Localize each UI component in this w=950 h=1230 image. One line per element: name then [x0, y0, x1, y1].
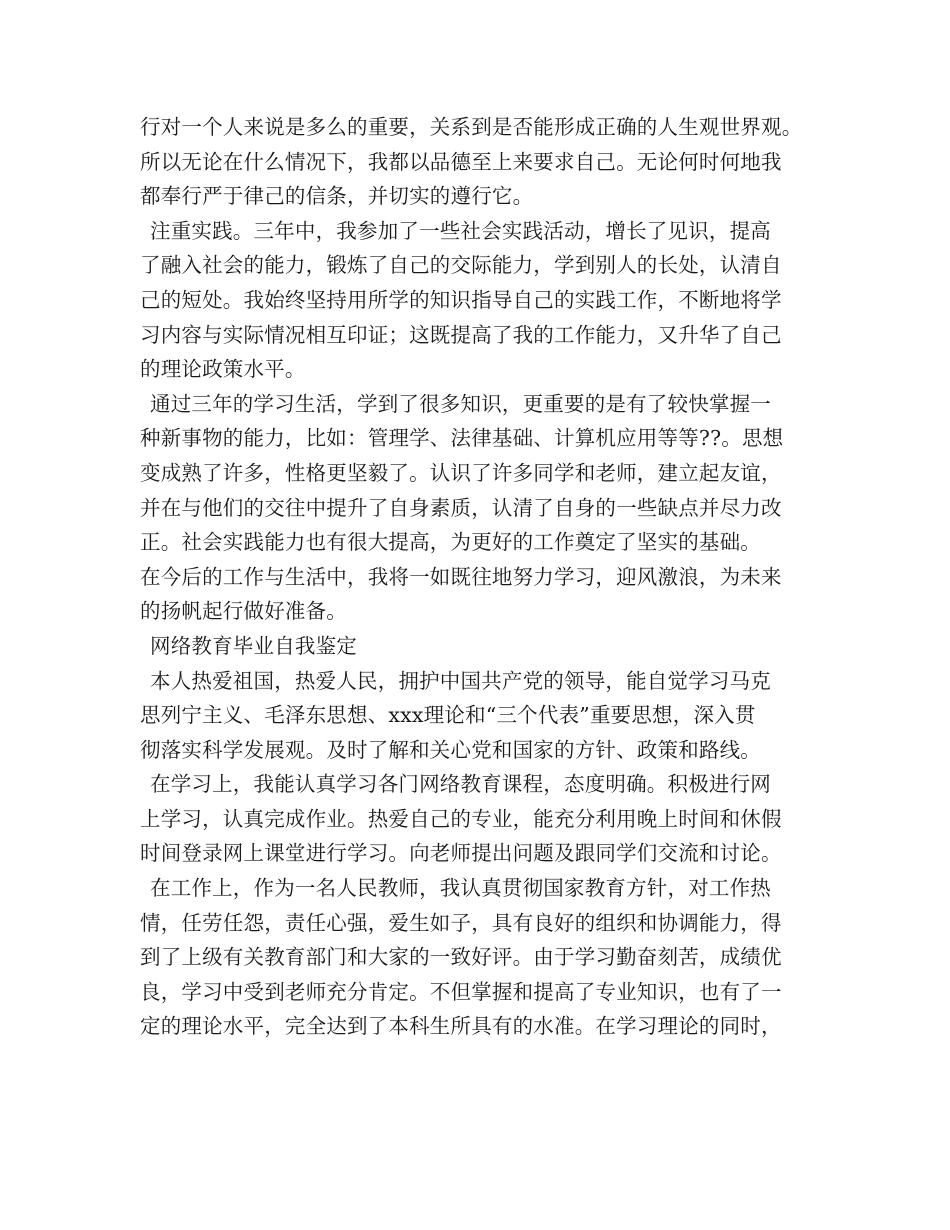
text-line: 彻落实科学发展观。及时了解和关心党和国家的方针、政策和路线。 [140, 737, 761, 762]
text-line: 行对一个人来说是多么的重要，关系到是否能形成正确的人生观世界观。 [140, 115, 803, 139]
text-line: 在学习上，我能认真学习各门网络教育课程，态度明确。积极进行网 [150, 772, 771, 797]
text-line: 己的短处。我始终坚持用所学的知识指导自己的实践工作，不断地将学 [140, 287, 782, 312]
text-line: 的扬帆起行做好准备。 [140, 599, 347, 624]
text-line: 习内容与实际情况相互印证；这既提高了我的工作能力，又升华了自己 [140, 322, 782, 347]
text-line: 注重实践。三年中，我参加了一些社会实践活动，增长了见识，提高 [150, 218, 771, 243]
text-line: 时间登录网上课堂进行学习。向老师提出问题及跟同学们交流和讨论。 [140, 841, 782, 866]
text-line: 思列宁主义、毛泽东思想、xxx理论和“三个代表”重要思想，深入贯 [140, 703, 756, 728]
text-line: 正。社会实践能力也有很大提高，为更好的工作奠定了坚实的基础。 [140, 530, 761, 555]
text-line: 通过三年的学习生活，学到了很多知识，更重要的是有了较快掌握一 [150, 391, 771, 416]
text-line: 网络教育毕业自我鉴定 [150, 633, 357, 658]
text-line: 定的理论水平，完全达到了本科生所具有的水准。在学习理论的同时， [140, 1014, 782, 1039]
text-line: 到了上级有关教育部门和大家的一致好评。由于学习勤奋刻苦，成绩优 [140, 945, 782, 970]
text-line: 变成熟了许多，性格更坚毅了。认识了许多同学和老师，建立起友谊， [140, 460, 782, 485]
document-text-body [140, 110, 830, 1044]
text-line: 在工作上，作为一名人民教师，我认真贯彻国家教育方针，对工作热 [150, 876, 771, 901]
text-line: 并在与他们的交往中提升了自身素质，认清了自身的一些缺点并尽力改 [140, 495, 782, 520]
text-line: 上学习，认真完成作业。热爱自己的专业，能充分利用晚上时间和休假 [140, 806, 782, 831]
text-line: 本人热爱祖国，热爱人民，拥护中国共产党的领导，能自觉学习马克 [150, 668, 771, 693]
text-line: 了融入社会的能力，锻炼了自己的交际能力，学到别人的长处，认清自 [140, 253, 782, 278]
text-line: 都奉行严于律己的信条，并切实的遵行它。 [140, 184, 534, 209]
text-line: 良，学习中受到老师充分肯定。不但掌握和提高了专业知识，也有了一 [140, 979, 782, 1004]
text-line: 的理论政策水平。 [140, 357, 306, 382]
text-line: 在今后的工作与生活中，我将一如既往地努力学习，迎风激浪，为未来 [140, 564, 782, 589]
text-line: 所以无论在什么情况下，我都以品德至上来要求自己。无论何时何地我 [140, 149, 782, 174]
text-line: 情，任劳任怨，责任心强，爱生如子，具有良好的组织和协调能力，得 [140, 910, 782, 935]
text-line: 种新事物的能力，比如：管理学、法律基础、计算机应用等等??。思想 [140, 426, 784, 451]
